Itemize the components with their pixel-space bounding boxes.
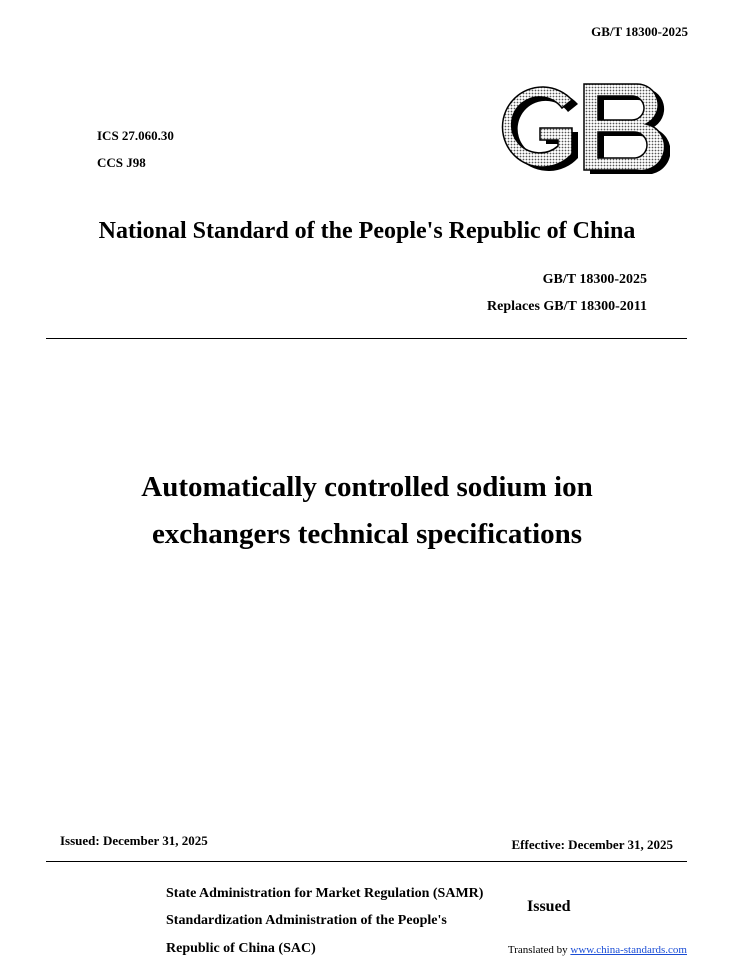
gb-logo-g: [502, 87, 578, 171]
document-title-line2: exchangers technical specifications: [151, 518, 583, 550]
ccs-code: CCS J98: [97, 155, 146, 170]
authority-line-2: Standardization Administration of the People's: [166, 913, 447, 928]
gb-logo-b: [584, 84, 670, 174]
ics-code: ICS 27.060.30: [97, 128, 174, 143]
translator-link[interactable]: www.china-standards.com: [570, 944, 687, 956]
authority-line-3: Republic of China (SAC): [166, 941, 316, 956]
authority-line-1: State Administration for Market Regulation (SAMR): [166, 886, 484, 901]
issued-label: Issued: [527, 898, 571, 915]
bottom-divider: [46, 861, 687, 862]
document-title-line1: Automatically controlled sodium ion: [141, 471, 593, 503]
top-divider: [46, 338, 687, 339]
replaces-note: Replaces GB/T 18300-2011: [487, 299, 647, 314]
national-standard-heading: National Standard of the People's Republic of China: [98, 218, 636, 244]
header-standard-code: GB/T 18300-2025: [591, 24, 688, 39]
document-title: [0, 464, 734, 558]
gb-logo: [486, 80, 670, 174]
translation-credit: [508, 944, 687, 956]
issued-date: Issued: December 31, 2025: [60, 833, 208, 848]
effective-date: Effective: December 31, 2025: [511, 837, 673, 852]
standard-number: GB/T 18300-2025: [542, 272, 647, 287]
translated-by-label: Translated by: [507, 944, 568, 956]
